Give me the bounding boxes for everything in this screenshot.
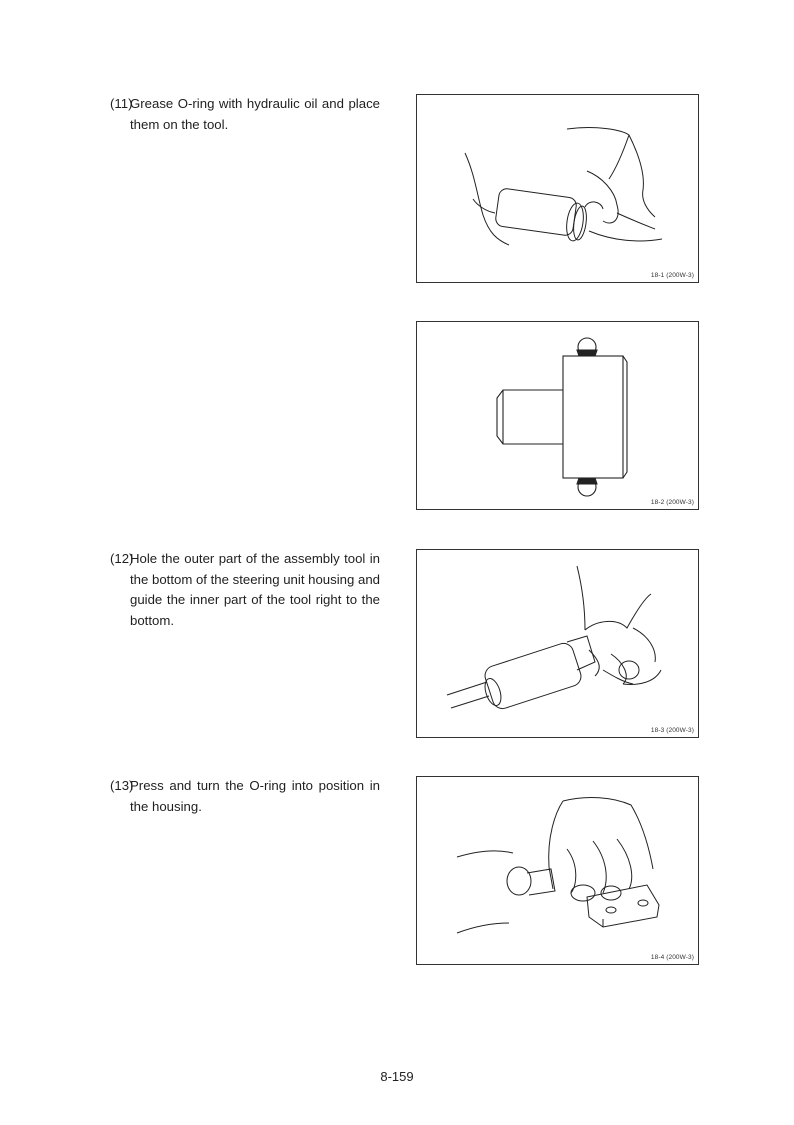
- oring-on-tool-illustration: [417, 95, 700, 284]
- step-number: (12): [110, 551, 134, 566]
- page-number: 8-159: [380, 1069, 414, 1084]
- figure-18-1: [416, 94, 699, 283]
- step-text: Grease O-ring with hydraulic oil and place them on the tool.: [130, 96, 380, 132]
- tool-into-housing-illustration: [417, 550, 700, 739]
- assembly-tool-section-illustration: [417, 322, 700, 511]
- figure-caption: 18-3 (200W-3): [650, 727, 694, 734]
- figure-caption: 18-1 (200W-3): [650, 272, 694, 279]
- step-text: Press and turn the O-ring into position in the housing.: [130, 778, 380, 814]
- press-oring-illustration: [417, 777, 700, 966]
- step-13: [110, 776, 380, 817]
- step-number: (13): [110, 778, 134, 793]
- figure-18-3: [416, 549, 699, 738]
- figure-18-4: [416, 776, 699, 965]
- figure-caption: 18-4 (200W-3): [650, 954, 694, 961]
- step-11: [110, 94, 380, 135]
- figure-18-2: [416, 321, 699, 510]
- figure-caption: 18-2 (200W-3): [650, 499, 694, 506]
- step-text: Hole the outer part of the assembly tool in the bottom of the steering unit housing and guide the inner part of the tool right to the bottom.: [130, 551, 381, 628]
- step-12: [110, 549, 380, 631]
- step-number: (11): [110, 96, 133, 111]
